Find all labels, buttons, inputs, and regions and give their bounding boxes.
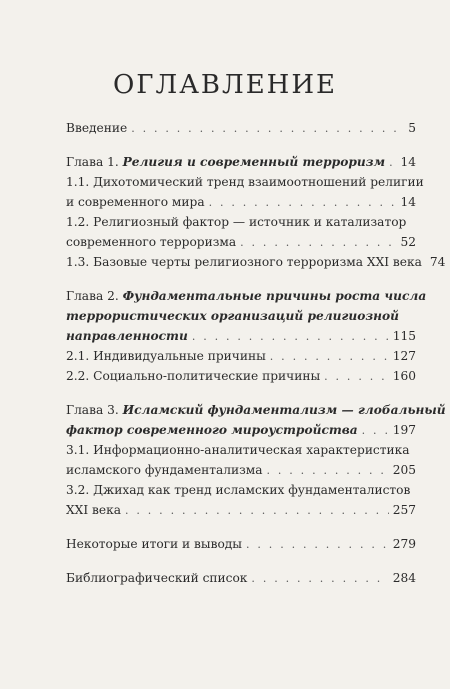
toc-entry-conclusions[interactable] [66,534,416,554]
toc-entry-label: 1.3. Базовые черты религиозного терроризма XXI века [66,255,422,269]
toc-entry-1-1-line1[interactable]: 1.1. Дихотомический тренд взаимоотношений религии [66,175,424,189]
toc-page-number: 14 [400,195,416,209]
toc-page-number: 5 [408,121,416,135]
chapter-prefix: Глава 3. [66,403,123,417]
leader-dots [270,347,389,367]
toc-entry-label: Библиографический список [66,571,248,585]
toc-entry-label: Введение [66,121,128,135]
toc-entry-chapter-2[interactable] [66,326,416,346]
leader-dots [389,153,396,173]
toc-entry-label: 2.1. Индивидуальные причины [66,349,266,363]
toc-page-number: 279 [392,537,416,551]
toc-entry-3-1-line1[interactable]: 3.1. Информационно-аналитическая характеристика [66,443,410,457]
toc-entry-chapter-1[interactable] [66,152,416,172]
chapter-title: Религия и современный терроризм [122,155,386,169]
toc-page-number: 160 [392,369,416,383]
chapter-title: направленности [66,329,188,343]
toc-page-number: 52 [400,235,416,249]
leader-dots [240,233,396,253]
toc-entry-2-1[interactable] [66,346,416,366]
toc-page-number: 197 [392,423,416,437]
leader-dots [131,119,404,139]
chapter-title: Фундаментальные причины роста числа [122,289,427,303]
chapter-title: фактор современного мироустройства [66,423,358,437]
toc-entry-1-3[interactable] [66,252,446,272]
toc-page-number: 284 [392,571,416,585]
toc-entry-label: 2.2. Социально-политические причины [66,369,321,383]
toc-entry-2-2[interactable] [66,366,416,386]
toc-entry-label: XXI века [66,503,121,517]
leader-dots [324,367,389,387]
toc-entry-label: исламского фундаментализма [66,463,263,477]
toc-page-number: 14 [400,155,416,169]
toc-entry-3-1[interactable] [66,460,416,480]
leader-dots [192,327,389,347]
toc-entry-3-2[interactable] [66,500,416,520]
toc-entry-intro[interactable] [66,118,416,138]
chapter-title: террористических организаций религиозной [66,309,400,323]
chapter-prefix: Глава 1. [66,155,123,169]
toc-entry-label: современного терроризма [66,235,237,249]
toc-entry-label: Некоторые итоги и выводы [66,537,243,551]
toc-entry-chapter-3-line1[interactable] [66,400,446,420]
toc-entry-label: и современного мира [66,195,205,209]
toc-entry-chapter-3[interactable] [66,420,416,440]
leader-dots [362,421,389,441]
toc-page-number: 74 [429,255,446,269]
toc-page-number: 127 [392,349,416,363]
leader-dots [209,193,397,213]
toc-entry-bibliography[interactable] [66,568,416,588]
toc-entry-chapter-2-line2[interactable] [66,306,416,326]
chapter-prefix: Глава 2. [66,289,123,303]
chapter-title: Исламский фундаментализм — глобальный [122,403,446,417]
toc-entry-1-1[interactable] [66,192,416,212]
toc-page-number: 205 [392,463,416,477]
leader-dots [267,461,389,481]
toc-entry-1-2[interactable] [66,232,416,252]
leader-dots [246,535,389,555]
toc-page-number: 257 [392,503,416,517]
toc-entry-3-2-line1[interactable]: 3.2. Джихад как тренд исламских фундаменталистов [66,483,411,497]
table-of-contents [66,118,446,588]
toc-entry-1-2-line1[interactable]: 1.2. Религиозный фактор — источник и катализатор [66,215,407,229]
leader-dots [251,569,388,589]
leader-dots [125,501,389,521]
toc-page-number: 115 [392,329,416,343]
toc-entry-chapter-2-line1[interactable] [66,286,427,306]
page-title: ОГЛАВЛЕНИЕ [112,70,338,100]
